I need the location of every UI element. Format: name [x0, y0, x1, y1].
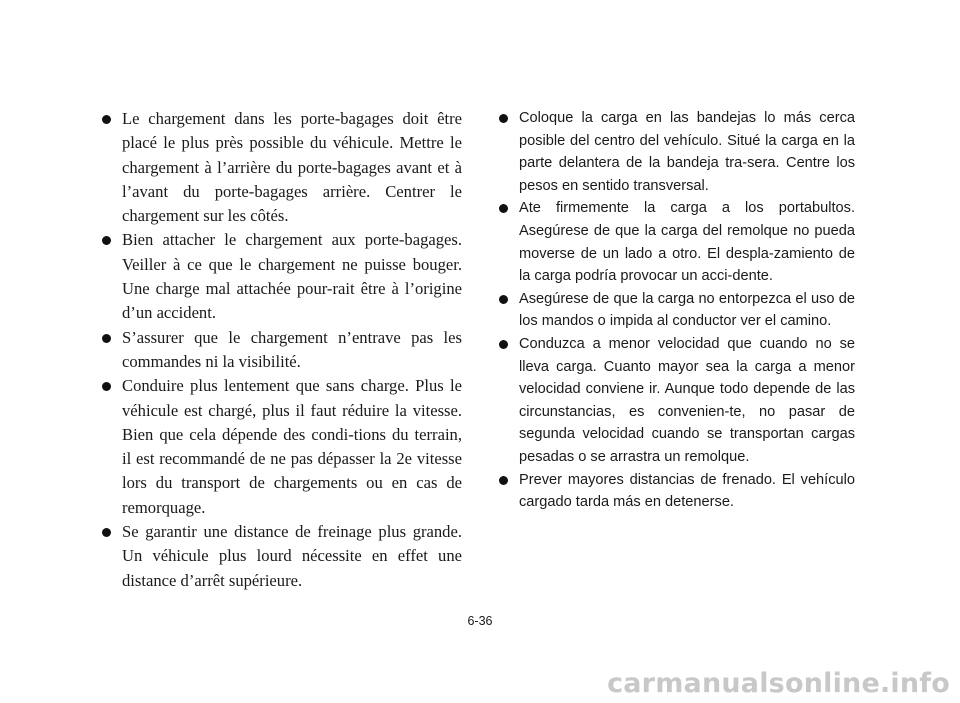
bullet-icon: [102, 528, 111, 537]
bullet-icon: [102, 334, 111, 343]
bullet-icon: [499, 476, 508, 485]
spanish-item-text: Ate firmemente la carga a los portabultos. Asegúrese de que la carga del remolque no pueda moverse de un lado a otro. El despla-zamiento de la carga podría provocar un acci-dente.: [519, 200, 855, 285]
spanish-bullet-list: [497, 107, 855, 514]
french-list-item: [100, 374, 462, 520]
french-list-item: [100, 228, 462, 325]
watermark-text: carmanualsonline.info: [607, 668, 950, 699]
french-item-text: Bien attacher le chargement aux porte-bagages. Veiller à ce que le chargement ne puisse bouger. Une charge mal attachée pour-rait être à l’origine d’un accident.: [122, 230, 462, 323]
bullet-icon: [499, 295, 508, 304]
spanish-item-text: Conduzca a menor velocidad que cuando no se lleva carga. Cuanto mayor sea la carga a menor velocidad conviene ir. Aunque todo depende de las circunstancias, es convenien-te, no pasar de segunda velocidad cuando se transportan cargas pesadas o se arrastra un remolque.: [519, 335, 855, 465]
french-item-text: S’assurer que le chargement n’entrave pas les commandes ni la visibilité.: [122, 327, 462, 371]
french-column: [100, 107, 462, 593]
spanish-list-item: [497, 333, 855, 469]
french-item-text: Conduire plus lentement que sans charge. Plus le véhicule est chargé, plus il faut réduire la vitesse. Bien que cela dépende des condi-tions du terrain, il est recommandé de ne pas dépasser la 2e vitesse lors du transport de chargements ou en cas de remorquage.: [122, 376, 462, 517]
spanish-item-text: Prever mayores distancias de frenado. El vehículo cargado tarda más en detenerse.: [519, 471, 855, 511]
french-item-text: Le chargement dans les porte-bagages doit être placé le plus près possible du véhicule. Mettre le chargement à l’arrière du porte-bagages avant et à l’avant du porte-bagages arrière. Centrer le chargement sur les côtés.: [122, 109, 462, 226]
french-list-item: [100, 520, 462, 593]
french-list-item: [100, 107, 462, 228]
spanish-list-item: [497, 107, 855, 197]
spanish-item-text: Coloque la carga en las bandejas lo más cerca posible del centro del vehículo. Situé la carga en la parte delantera de la bandeja tra-sera. Centre los pesos en sentido transversal.: [519, 110, 855, 194]
bullet-icon: [102, 382, 111, 391]
spanish-list-item: [497, 469, 855, 514]
bullet-icon: [102, 236, 111, 245]
page-number: 6-36: [467, 614, 493, 628]
french-list-item: [100, 326, 462, 375]
bullet-icon: [499, 114, 508, 123]
spanish-list-item: [497, 288, 855, 333]
bullet-icon: [499, 340, 508, 349]
bullet-icon: [499, 204, 508, 213]
spanish-item-text: Asegúrese de que la carga no entorpezca el uso de los mandos o impida al conductor ver el camino.: [519, 290, 855, 330]
french-bullet-list: [100, 107, 462, 593]
bullet-icon: [102, 115, 111, 124]
spanish-column: [497, 107, 855, 514]
french-item-text: Se garantir une distance de freinage plus grande. Un véhicule plus lourd nécessite en effet une distance d’arrêt supérieure.: [122, 522, 462, 590]
spanish-list-item: [497, 197, 855, 287]
